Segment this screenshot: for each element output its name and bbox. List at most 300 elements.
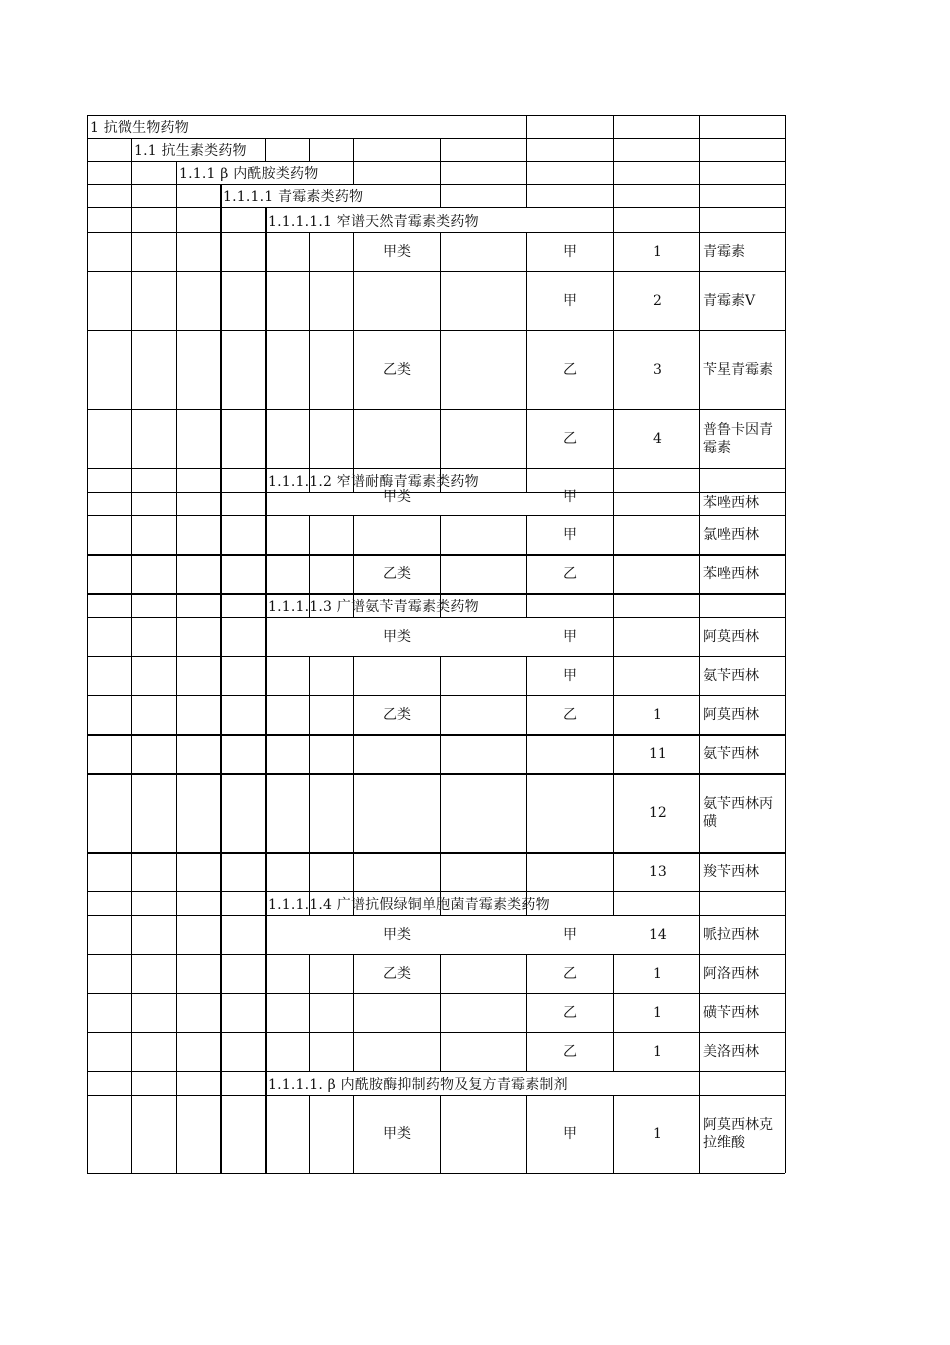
- grid-column-line: [220, 1032, 222, 1071]
- drug-name-cell: 苯唑西林: [703, 495, 759, 511]
- number-cell: 1: [653, 1043, 662, 1060]
- grid-column-line: [353, 695, 354, 734]
- grid-column-line: [699, 1032, 700, 1071]
- grid-column-line: [526, 115, 527, 138]
- grid-column-line: [699, 492, 700, 515]
- grid-column-line: [220, 330, 222, 409]
- grade-cell: 甲: [563, 526, 577, 543]
- grid-row-line: [87, 593, 785, 595]
- grid-column-line: [131, 993, 132, 1032]
- grid-column-line: [699, 1071, 700, 1095]
- grid-column-line: [440, 852, 441, 891]
- number-cell: 1: [653, 965, 662, 982]
- number-cell: 11: [649, 745, 667, 762]
- grid-column-line: [87, 207, 88, 232]
- grid-column-line: [613, 993, 614, 1032]
- grid-column-line: [220, 617, 222, 656]
- grid-column-line: [131, 773, 132, 852]
- grid-column-line: [785, 492, 786, 515]
- grid-column-line: [220, 515, 222, 554]
- grade-cell: 甲: [563, 926, 577, 943]
- grid-column-line: [220, 554, 222, 593]
- grid-column-line: [353, 852, 354, 891]
- drug-name-cell: 苄星青霉素: [703, 361, 773, 378]
- grid-column-line: [526, 232, 527, 271]
- grade-cell: 乙: [563, 1004, 577, 1021]
- grid-column-line: [699, 554, 700, 593]
- grid-column-line: [613, 617, 614, 656]
- grid-column-line: [526, 773, 527, 852]
- grid-column-line: [353, 1095, 354, 1173]
- group-heading: 1.1.1.1. β 内酰胺酶抑制药物及复方青霉素制剂: [268, 1077, 568, 1093]
- grid-column-line: [176, 1071, 177, 1095]
- grid-column-line: [785, 734, 786, 773]
- grid-column-line: [526, 695, 527, 734]
- grid-column-line: [220, 915, 222, 954]
- grid-row-line: [87, 184, 785, 185]
- drug-name-cell: 阿洛西林: [703, 965, 759, 982]
- grid-column-line: [699, 184, 700, 207]
- grid-column-line: [440, 330, 441, 409]
- grid-column-line: [220, 1095, 222, 1173]
- grid-column-line: [265, 271, 267, 330]
- grid-row-line: [87, 207, 785, 208]
- category-cell: 乙类: [383, 706, 411, 723]
- grid-row-line: [87, 656, 785, 657]
- grid-column-line: [699, 617, 700, 656]
- grid-column-line: [87, 468, 88, 492]
- category-cell: 乙类: [383, 565, 411, 582]
- grid-column-line: [87, 593, 88, 617]
- grid-column-line: [440, 184, 441, 207]
- grid-column-line: [131, 468, 132, 492]
- grid-column-line: [785, 617, 786, 656]
- number-cell: 1: [653, 1004, 662, 1021]
- group-heading: 1.1.1.1.2 窄谱耐酶青霉素类药物: [268, 474, 479, 490]
- grid-column-line: [526, 656, 527, 695]
- grid-column-line: [353, 734, 354, 773]
- grid-column-line: [526, 330, 527, 409]
- grid-column-line: [309, 954, 310, 993]
- grid-column-line: [353, 138, 354, 161]
- grid-column-line: [87, 695, 88, 734]
- grid-column-line: [265, 891, 267, 915]
- grid-column-line: [131, 207, 132, 232]
- grid-column-line: [131, 492, 132, 515]
- grid-column-line: [265, 1095, 267, 1173]
- grid-column-line: [265, 773, 267, 852]
- grid-column-line: [309, 852, 310, 891]
- grid-column-line: [613, 695, 614, 734]
- grade-cell: 甲: [563, 292, 577, 309]
- grid-column-line: [309, 993, 310, 1032]
- grid-column-line: [131, 515, 132, 554]
- grid-column-line: [309, 695, 310, 734]
- grid-column-line: [699, 734, 700, 773]
- grid-column-line: [613, 773, 614, 852]
- grid-column-line: [176, 1095, 177, 1173]
- grid-column-line: [131, 1071, 132, 1095]
- grid-column-line: [440, 656, 441, 695]
- grid-column-line: [309, 330, 310, 409]
- grid-column-line: [699, 468, 700, 492]
- number-cell: 4: [653, 430, 662, 447]
- grid-column-line: [176, 1032, 177, 1071]
- grade-cell: 乙: [563, 565, 577, 582]
- grid-column-line: [699, 409, 700, 468]
- grid-column-line: [699, 915, 700, 954]
- grid-column-line: [220, 593, 222, 617]
- grid-column-line: [220, 993, 222, 1032]
- grid-column-line: [265, 554, 267, 593]
- grid-column-line: [526, 161, 527, 184]
- drug-name-cell: 氨苄西林: [703, 745, 759, 762]
- grid-column-line: [440, 271, 441, 330]
- grid-column-line: [526, 271, 527, 330]
- drug-name-cell: 苯唑西林: [703, 565, 759, 582]
- grid-column-line: [87, 617, 88, 656]
- grid-column-line: [785, 891, 786, 915]
- grid-column-line: [785, 161, 786, 184]
- grid-column-line: [131, 915, 132, 954]
- grid-row-line: [87, 515, 785, 516]
- grid-column-line: [265, 492, 267, 515]
- grid-column-line: [440, 138, 441, 161]
- grid-row-line: [87, 1095, 785, 1096]
- grid-column-line: [613, 1095, 614, 1173]
- grid-column-line: [785, 915, 786, 954]
- number-cell: 3: [653, 361, 662, 378]
- grid-column-line: [526, 1032, 527, 1071]
- grid-row-line: [87, 554, 785, 556]
- grid-column-line: [176, 184, 177, 207]
- number-cell: 1: [653, 706, 662, 723]
- grid-column-line: [785, 993, 786, 1032]
- grid-column-line: [526, 734, 527, 773]
- grid-column-line: [353, 161, 354, 184]
- grade-cell: 甲: [563, 489, 577, 505]
- grid-column-line: [613, 734, 614, 773]
- grade-cell: 甲: [563, 667, 577, 684]
- grid-column-line: [309, 409, 310, 468]
- grid-column-line: [785, 1071, 786, 1095]
- grade-cell: 乙: [563, 430, 577, 447]
- number-cell: 1: [653, 243, 662, 260]
- grid-column-line: [87, 891, 88, 915]
- grid-column-line: [785, 554, 786, 593]
- grid-column-line: [613, 954, 614, 993]
- category-cell: 甲类: [383, 926, 411, 943]
- grid-column-line: [87, 330, 88, 409]
- grid-column-line: [526, 852, 527, 891]
- grid-column-line: [87, 954, 88, 993]
- grid-column-line: [220, 468, 222, 492]
- grid-column-line: [526, 468, 527, 492]
- grid-column-line: [131, 330, 132, 409]
- grid-column-line: [131, 891, 132, 915]
- grid-column-line: [87, 1095, 88, 1173]
- drug-name-cell: 阿莫西林克拉维酸: [703, 1117, 773, 1151]
- drug-name-cell: 哌拉西林: [703, 926, 759, 943]
- grid-column-line: [785, 409, 786, 468]
- grid-column-line: [699, 695, 700, 734]
- drug-name-cell: 美洛西林: [703, 1043, 759, 1060]
- grid-column-line: [131, 1095, 132, 1173]
- grid-column-line: [87, 409, 88, 468]
- grid-column-line: [87, 271, 88, 330]
- grid-column-line: [176, 852, 177, 891]
- grid-column-line: [176, 207, 177, 232]
- section-heading-1-1-1: 1.1.1 β 内酰胺类药物: [179, 166, 319, 182]
- grid-column-line: [440, 1095, 441, 1173]
- grid-column-line: [265, 232, 267, 271]
- grid-column-line: [613, 891, 614, 915]
- grid-column-line: [699, 138, 700, 161]
- grid-column-line: [220, 773, 222, 852]
- grid-column-line: [526, 954, 527, 993]
- group-heading: 1.1.1.1.3 广谱氨苄青霉素类药物: [268, 599, 479, 615]
- grid-column-line: [309, 773, 310, 852]
- grid-column-line: [87, 115, 88, 138]
- grid-column-line: [353, 330, 354, 409]
- grid-column-line: [785, 515, 786, 554]
- grid-row-line: [87, 115, 785, 116]
- grid-column-line: [785, 207, 786, 232]
- grid-column-line: [131, 232, 132, 271]
- grid-column-line: [440, 993, 441, 1032]
- grid-column-line: [265, 656, 267, 695]
- grid-column-line: [613, 232, 614, 271]
- grid-column-line: [176, 617, 177, 656]
- grid-column-line: [613, 515, 614, 554]
- grid-column-line: [613, 852, 614, 891]
- grid-row-line: [87, 695, 785, 696]
- grid-column-line: [440, 161, 441, 184]
- grid-column-line: [265, 852, 267, 891]
- grid-column-line: [176, 271, 177, 330]
- grid-column-line: [613, 593, 614, 617]
- grid-row-line: [87, 1173, 785, 1174]
- grid-column-line: [220, 695, 222, 734]
- grid-column-line: [309, 515, 310, 554]
- grid-column-line: [176, 468, 177, 492]
- number-cell: 12: [649, 804, 667, 821]
- grid-column-line: [613, 271, 614, 330]
- grid-column-line: [87, 492, 88, 515]
- grid-column-line: [699, 954, 700, 993]
- grade-cell: 甲: [563, 1126, 577, 1142]
- grid-column-line: [785, 656, 786, 695]
- section-heading-1: 1 抗微生物药物: [90, 120, 189, 136]
- grid-column-line: [785, 593, 786, 617]
- group-heading: 1.1.1.1.4 广谱抗假绿铜单胞菌青霉素类药物: [268, 897, 550, 913]
- grid-column-line: [440, 734, 441, 773]
- grid-column-line: [440, 554, 441, 593]
- grid-column-line: [353, 1032, 354, 1071]
- grid-column-line: [440, 232, 441, 271]
- grid-column-line: [785, 232, 786, 271]
- grid-column-line: [785, 773, 786, 852]
- grid-column-line: [526, 993, 527, 1032]
- grid-column-line: [309, 1032, 310, 1071]
- category-cell: 甲类: [383, 1126, 411, 1142]
- grid-row-line: [87, 492, 785, 493]
- grid-column-line: [87, 915, 88, 954]
- drug-name-cell: 磺苄西林: [703, 1004, 759, 1021]
- grid-column-line: [353, 409, 354, 468]
- grid-column-line: [699, 330, 700, 409]
- grid-column-line: [613, 330, 614, 409]
- grid-column-line: [265, 330, 267, 409]
- number-cell: 13: [649, 863, 667, 880]
- grid-column-line: [265, 1071, 267, 1095]
- grid-column-line: [785, 852, 786, 891]
- grid-column-line: [131, 161, 132, 184]
- grid-column-line: [699, 515, 700, 554]
- drug-name-cell: 氨苄西林丙磺: [703, 795, 773, 830]
- grid-column-line: [87, 734, 88, 773]
- grid-column-line: [699, 891, 700, 915]
- grade-cell: 乙: [563, 361, 577, 378]
- grid-column-line: [220, 184, 222, 207]
- grid-column-line: [87, 138, 88, 161]
- grid-column-line: [176, 593, 177, 617]
- grid-column-line: [220, 271, 222, 330]
- grid-column-line: [613, 409, 614, 468]
- grid-column-line: [131, 593, 132, 617]
- category-cell: 乙类: [383, 965, 411, 982]
- grid-column-line: [785, 138, 786, 161]
- grid-column-line: [699, 207, 700, 232]
- grade-cell: 甲: [563, 628, 577, 645]
- grid-row-line: [87, 161, 785, 162]
- grid-column-line: [526, 593, 527, 617]
- grid-column-line: [131, 695, 132, 734]
- category-cell: 甲类: [383, 243, 411, 260]
- grid-column-line: [526, 515, 527, 554]
- grid-column-line: [87, 656, 88, 695]
- grid-column-line: [131, 554, 132, 593]
- grid-column-line: [176, 409, 177, 468]
- grid-column-line: [265, 993, 267, 1032]
- grid-column-line: [131, 656, 132, 695]
- grid-column-line: [87, 773, 88, 852]
- grid-column-line: [699, 161, 700, 184]
- grade-cell: 乙: [563, 965, 577, 982]
- grid-column-line: [440, 695, 441, 734]
- spreadsheet-grid: [87, 115, 785, 1173]
- grade-cell: 乙: [563, 1043, 577, 1060]
- grid-column-line: [176, 330, 177, 409]
- drug-name-cell: 青霉素V: [703, 292, 756, 309]
- grid-column-line: [785, 184, 786, 207]
- grid-column-line: [353, 773, 354, 852]
- grid-column-line: [526, 138, 527, 161]
- section-heading-1-1: 1.1 抗生素类药物: [134, 143, 247, 159]
- grid-column-line: [176, 492, 177, 515]
- grid-column-line: [785, 1032, 786, 1071]
- grid-row-line: [87, 138, 785, 139]
- category-cell: 乙类: [383, 361, 411, 378]
- grid-column-line: [785, 954, 786, 993]
- grid-column-line: [176, 554, 177, 593]
- grid-column-line: [309, 656, 310, 695]
- grid-column-line: [220, 891, 222, 915]
- grid-row-line: [87, 734, 785, 736]
- grid-column-line: [176, 515, 177, 554]
- grid-column-line: [265, 515, 267, 554]
- grid-column-line: [265, 207, 267, 232]
- grid-column-line: [699, 271, 700, 330]
- grid-row-line: [87, 232, 785, 233]
- grid-column-line: [785, 468, 786, 492]
- grid-column-line: [699, 993, 700, 1032]
- grid-column-line: [440, 773, 441, 852]
- grid-column-line: [440, 409, 441, 468]
- grid-column-line: [87, 184, 88, 207]
- grid-column-line: [440, 515, 441, 554]
- grade-cell: 乙: [563, 706, 577, 723]
- grid-column-line: [176, 656, 177, 695]
- grid-column-line: [785, 115, 786, 138]
- grid-column-line: [613, 184, 614, 207]
- grid-column-line: [131, 954, 132, 993]
- grid-row-line: [87, 773, 785, 775]
- grid-column-line: [309, 271, 310, 330]
- drug-name-cell: 氨苄西林: [703, 667, 759, 684]
- grid-column-line: [176, 954, 177, 993]
- grid-row-line: [87, 409, 785, 410]
- grid-column-line: [87, 993, 88, 1032]
- grid-column-line: [699, 115, 700, 138]
- category-cell: 甲类: [383, 489, 411, 505]
- grid-column-line: [131, 1032, 132, 1071]
- grid-column-line: [176, 734, 177, 773]
- grid-column-line: [220, 656, 222, 695]
- grid-column-line: [526, 554, 527, 593]
- grid-column-line: [176, 695, 177, 734]
- grid-column-line: [613, 161, 614, 184]
- grid-column-line: [220, 1071, 222, 1095]
- grid-row-line: [87, 1032, 785, 1033]
- grid-column-line: [613, 1032, 614, 1071]
- grid-column-line: [87, 161, 88, 184]
- grid-column-line: [353, 271, 354, 330]
- grid-column-line: [131, 617, 132, 656]
- grid-column-line: [87, 852, 88, 891]
- grid-column-line: [309, 734, 310, 773]
- grid-column-line: [613, 492, 614, 515]
- grid-column-line: [526, 409, 527, 468]
- grid-column-line: [87, 554, 88, 593]
- grid-column-line: [353, 554, 354, 593]
- grid-column-line: [440, 1032, 441, 1071]
- grid-column-line: [131, 138, 132, 161]
- grid-column-line: [613, 207, 614, 232]
- grid-column-line: [526, 184, 527, 207]
- drug-name-cell: 青霉素: [703, 243, 745, 260]
- grid-column-line: [353, 515, 354, 554]
- grid-column-line: [265, 734, 267, 773]
- drug-name-cell: 阿莫西林: [703, 628, 759, 645]
- grid-column-line: [220, 852, 222, 891]
- grid-column-line: [265, 954, 267, 993]
- section-heading-1-1-1-1: 1.1.1.1 青霉素类药物: [223, 189, 364, 205]
- grid-column-line: [220, 954, 222, 993]
- grid-row-line: [87, 617, 785, 618]
- grid-column-line: [87, 1071, 88, 1095]
- grid-column-line: [699, 656, 700, 695]
